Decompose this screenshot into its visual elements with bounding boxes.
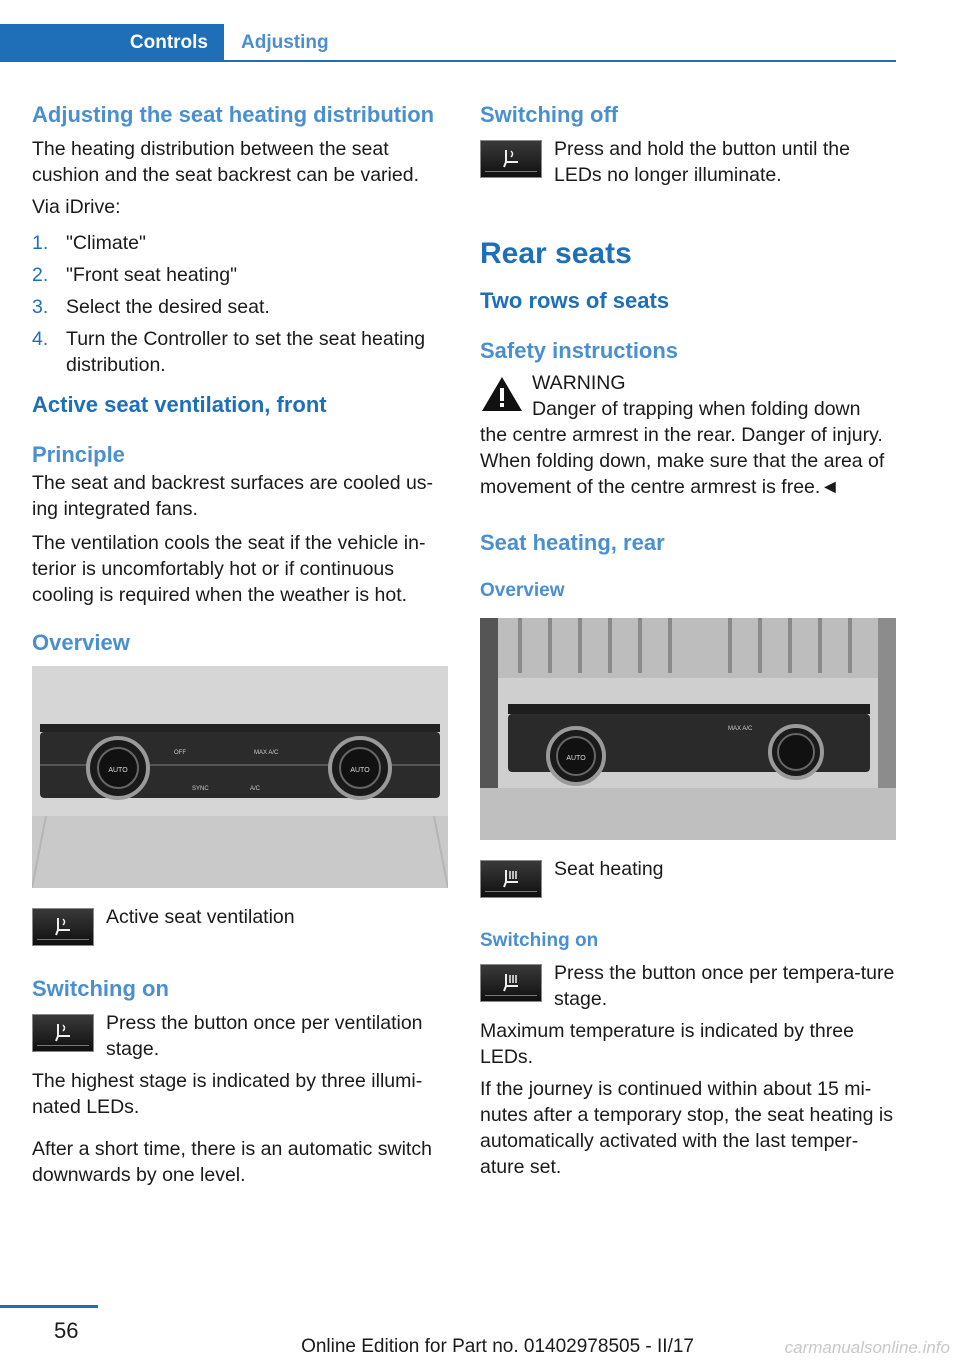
warning-icon bbox=[480, 374, 524, 414]
step-number: 2. bbox=[32, 264, 49, 286]
header-divider bbox=[0, 60, 896, 62]
tab-controls[interactable]: Controls bbox=[0, 24, 224, 62]
heading-rear-seats: Rear seats bbox=[480, 237, 632, 270]
paragraph: After a short time, there is an automatic switch downwards by one level. bbox=[32, 1138, 432, 1186]
sync-label: SYNC bbox=[192, 786, 209, 792]
step-text: "Climate" bbox=[66, 232, 146, 254]
heading-seat-heating-distribution: Adjusting the seat heating distribution bbox=[32, 102, 435, 127]
icon-row bbox=[32, 1010, 448, 1062]
tab-adjusting[interactable]: Adjusting bbox=[241, 32, 329, 53]
ac-label: A/C bbox=[250, 786, 261, 792]
warning-block bbox=[480, 370, 896, 422]
paragraph: Maximum temperature is indicated by three LEDs. bbox=[480, 1020, 854, 1068]
seat-ventilation-icon bbox=[480, 140, 542, 178]
list-item bbox=[32, 294, 448, 320]
paragraph: The seat and backrest surfaces are cooled us-ing integrated fans. bbox=[32, 472, 434, 520]
step-number: 3. bbox=[32, 296, 49, 318]
icon-caption: Active seat ventilation bbox=[106, 906, 295, 928]
footer-divider bbox=[0, 1305, 98, 1308]
heading-two-rows-of-seats: Two rows of seats bbox=[480, 288, 670, 313]
off-label: OFF bbox=[174, 750, 186, 756]
auto-label: AUTO bbox=[108, 767, 128, 774]
step-text: "Front seat heating" bbox=[66, 264, 238, 286]
list-item bbox=[32, 230, 448, 256]
edition-text: Online Edition for Part no. 01402978505 - II/17 bbox=[301, 1336, 694, 1357]
heading-switching-on: Switching on bbox=[32, 976, 169, 1001]
front-climate-panel-photo bbox=[32, 666, 448, 888]
paragraph: Via iDrive: bbox=[32, 196, 121, 218]
icon-caption: Press the button once per ventilation stage. bbox=[106, 1012, 423, 1060]
max-ac-label: MAX A/C bbox=[254, 750, 279, 756]
icon-row bbox=[480, 136, 896, 188]
icon-row bbox=[480, 856, 896, 898]
icon-row bbox=[32, 904, 448, 946]
heading-active-seat-ventilation: Active seat ventilation, front bbox=[32, 392, 327, 417]
auto-label: AUTO bbox=[566, 755, 586, 762]
steps-list bbox=[32, 230, 448, 378]
icon-caption: Seat heating bbox=[554, 858, 664, 880]
icon-caption: Press the button once per tempera-ture stage. bbox=[554, 962, 895, 1010]
paragraph: The heating distribution between the seat cushion and the seat backrest can be varied. bbox=[32, 138, 419, 186]
left-column bbox=[32, 100, 448, 1188]
step-number: 4. bbox=[32, 328, 49, 350]
heading-switching-on: Switching on bbox=[480, 930, 599, 951]
rear-climate-panel-photo bbox=[480, 618, 896, 840]
list-item bbox=[32, 262, 448, 288]
watermark: carmanualsonline.info bbox=[784, 1338, 950, 1357]
step-number: 1. bbox=[32, 232, 49, 254]
heading-overview: Overview bbox=[480, 580, 565, 601]
warning-text: the centre armrest in the rear. Danger of injury. When folding down, make sure that the area of movement of the centre armrest is free.◄ bbox=[480, 424, 885, 498]
heading-overview: Overview bbox=[32, 630, 130, 655]
paragraph: The highest stage is indicated by three illumi-nated LEDs. bbox=[32, 1070, 423, 1118]
warning-title: WARNING bbox=[532, 372, 626, 394]
seat-heating-icon bbox=[480, 860, 542, 898]
paragraph: If the journey is continued within about 15 mi-nutes after a temporary stop, the seat heating is automatically activated with the last temper-ature set. bbox=[480, 1078, 893, 1178]
max-ac-label: MAX A/C bbox=[728, 726, 753, 732]
seat-heating-icon bbox=[480, 964, 542, 1002]
step-text: Turn the Controller to set the seat heating distribution. bbox=[66, 328, 426, 376]
heading-seat-heating-rear: Seat heating, rear bbox=[480, 530, 665, 555]
heading-safety-instructions: Safety instructions bbox=[480, 338, 679, 363]
icon-row bbox=[480, 960, 896, 1012]
heading-principle: Principle bbox=[32, 442, 125, 467]
auto-label: AUTO bbox=[350, 767, 370, 774]
chapter-header bbox=[0, 24, 896, 62]
page-number: 56 bbox=[54, 1318, 79, 1343]
step-text: Select the desired seat. bbox=[66, 296, 270, 318]
list-item bbox=[32, 326, 448, 378]
heading-switching-off: Switching off bbox=[480, 102, 619, 127]
right-column bbox=[480, 100, 896, 1180]
icon-caption: Press and hold the button until the LEDs no longer illuminate. bbox=[554, 138, 850, 186]
warning-text: Danger of trapping when folding down bbox=[532, 398, 861, 420]
seat-ventilation-icon bbox=[32, 908, 94, 946]
seat-ventilation-icon bbox=[32, 1014, 94, 1052]
paragraph: The ventilation cools the seat if the vehicle in-terior is uncomfortably hot or if continuous cooling is required when the weather is hot. bbox=[32, 532, 426, 606]
